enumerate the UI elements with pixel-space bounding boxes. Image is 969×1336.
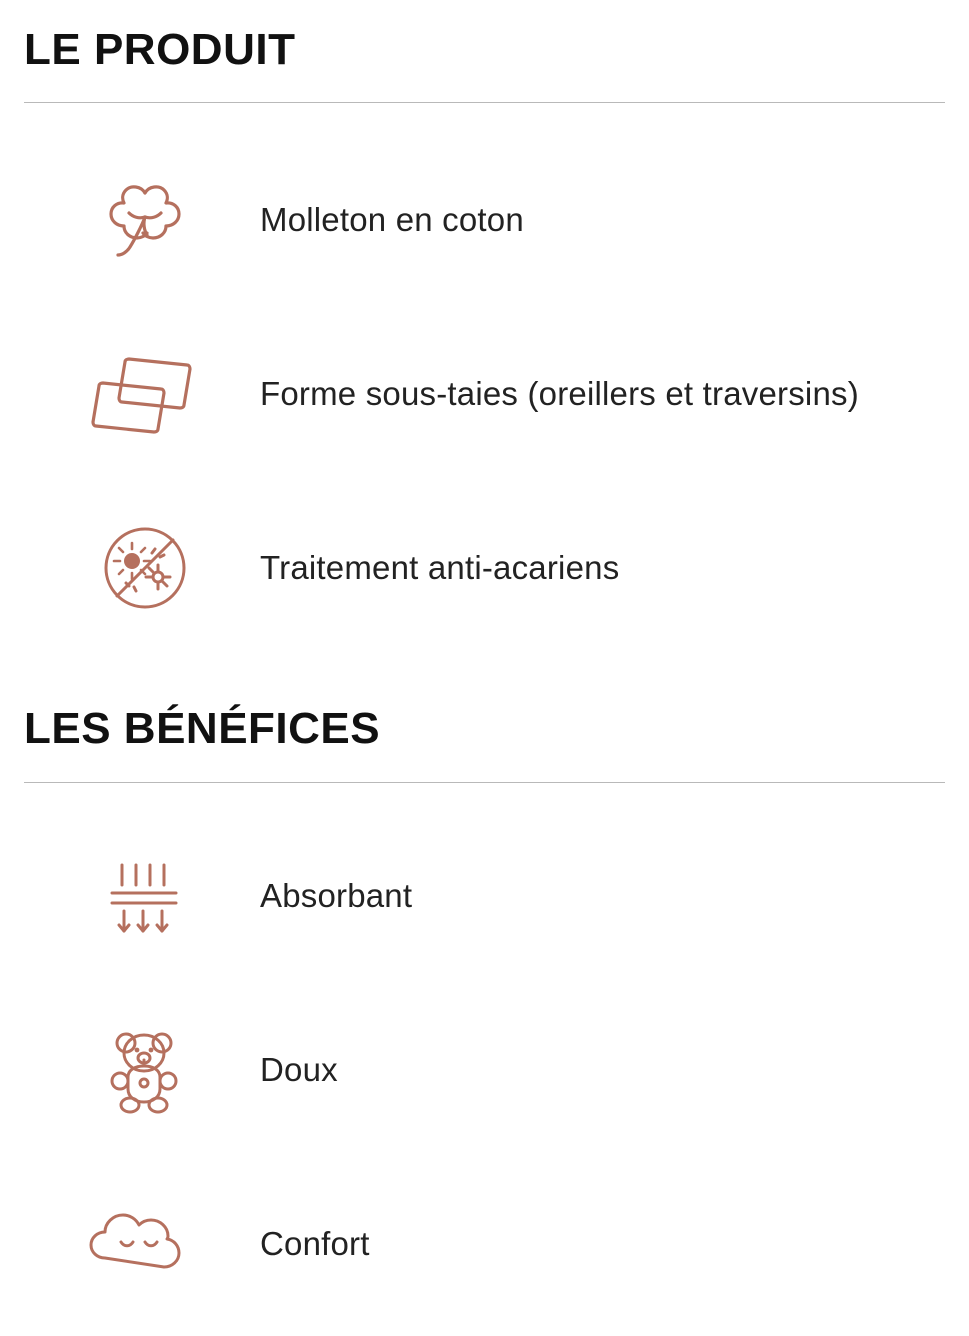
pillow-covers-icon (80, 339, 210, 449)
list-item (0, 307, 969, 481)
list-item (0, 809, 969, 983)
list-item (0, 1157, 969, 1331)
benefits-feature-list (0, 783, 969, 1331)
feature-label: Confort (260, 1224, 370, 1262)
product-feature-list (0, 103, 969, 655)
section-benefits (0, 655, 969, 1330)
feature-label: Forme sous-taies (oreillers et traversins) (260, 375, 859, 413)
product-title-block (0, 0, 969, 103)
feature-label: Molleton en coton (260, 201, 524, 239)
anti-mite-icon (80, 513, 210, 623)
list-item (0, 481, 969, 655)
teddy-bear-icon (80, 1015, 210, 1125)
list-item (0, 133, 969, 307)
page-title: LE PRODUIT (24, 25, 296, 74)
feature-label: Doux (260, 1050, 338, 1088)
benefits-title-block (0, 655, 969, 782)
absorbent-arrows-icon (80, 841, 210, 951)
feature-label: Traitement anti-acariens (260, 549, 620, 587)
section-product (0, 0, 969, 655)
cloud-sleep-icon (80, 1189, 210, 1299)
list-item (0, 983, 969, 1157)
benefits-title: LES BÉNÉFICES (24, 704, 381, 754)
feature-label: Absorbant (260, 876, 413, 914)
cotton-flower-icon (80, 165, 210, 275)
